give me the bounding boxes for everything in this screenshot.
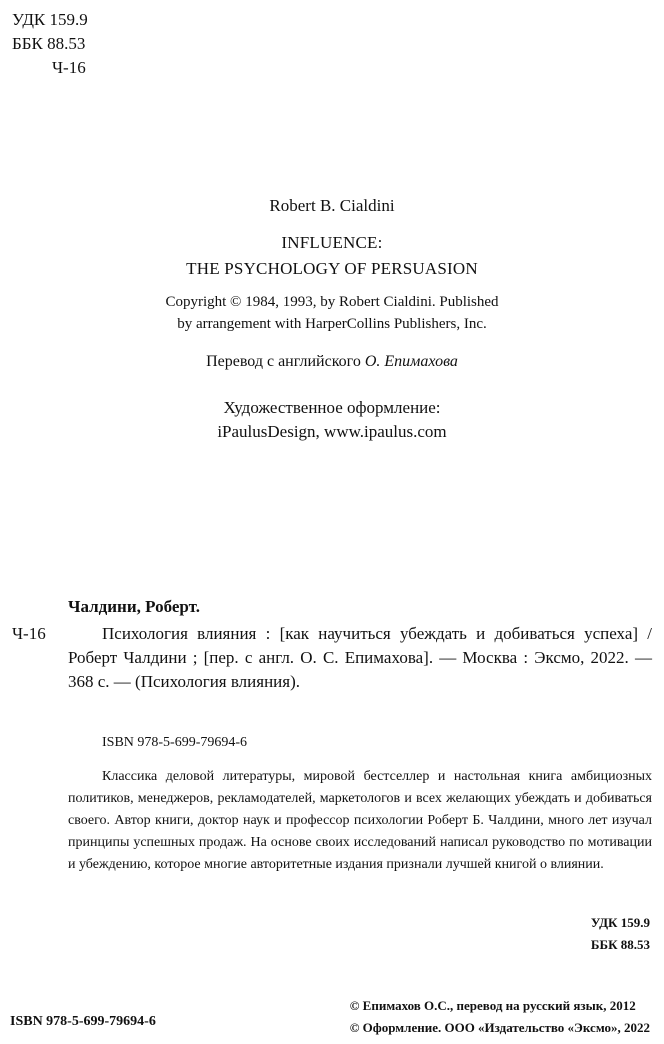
catalog-code: Ч-16	[12, 624, 46, 643]
copyright-notice	[0, 291, 664, 335]
catalog-bbk: ББК 88.53	[590, 937, 650, 952]
author-code: Ч-16	[52, 58, 86, 77]
bbk-code: ББК 88.53	[12, 34, 86, 53]
copyright-line1: Copyright © 1984, 1993, by Robert Cialdini. Published	[165, 294, 499, 310]
rights-line1: © Епимахов О.С., перевод на русский язык, 2012	[349, 998, 636, 1013]
footer-rights	[350, 995, 650, 1039]
translation-label: Перевод с английского	[206, 353, 365, 370]
original-title-line1: INFLUENCE:	[281, 233, 383, 252]
design-credit	[0, 396, 664, 444]
udk-code: УДК 159.9	[12, 10, 88, 29]
translator-name: О. Епимахова	[364, 353, 458, 370]
catalog-description: Психология влияния : [как научиться убеждать и добиваться успеха] / Роберт Чалдини ; [пер. с англ. О. С. Епимахова]. — Москва : Эксмо, 2022. — 368 с. — (Психология влияния).	[68, 624, 652, 691]
design-value: iPaulusDesign, www.ipaulus.com	[217, 422, 447, 441]
translation-credit	[0, 350, 664, 374]
copyright-line2: by arrangement with HarperCollins Publishers, Inc.	[177, 316, 487, 332]
footer-isbn: ISBN 978-5-699-79694-6	[10, 1014, 156, 1029]
design-label: Художественное оформление:	[223, 398, 441, 417]
original-title	[0, 230, 664, 282]
catalog-isbn: ISBN 978-5-699-79694-6	[102, 735, 248, 750]
catalog-annotation: Классика деловой литературы, мировой бестселлер и настольная книга амбициозных политиков, менеджеров, рекламодателей, маркетологов и всех желающих убеждать и добиваться своего. Автор книги, доктор наук и профессор психологии Роберт Б. Чалдини, много лет изучал принципы успешных продаж. На основе своих исследований написал руководство по мотивации и убеждению, которое многие авторитетные издания признали лучшей книгой о влиянии.	[68, 769, 652, 872]
classification-top	[12, 8, 88, 80]
catalog-author: Чалдини, Роберт.	[68, 597, 200, 616]
catalog-classification	[591, 912, 650, 956]
rights-line2: © Оформление. ООО «Издательство «Эксмо», 2022	[349, 1020, 650, 1035]
original-title-line2: THE PSYCHOLOGY OF PERSUASION	[186, 259, 478, 278]
original-author: Robert B. Cialdini	[269, 196, 395, 215]
catalog-udk: УДК 159.9	[590, 915, 650, 930]
